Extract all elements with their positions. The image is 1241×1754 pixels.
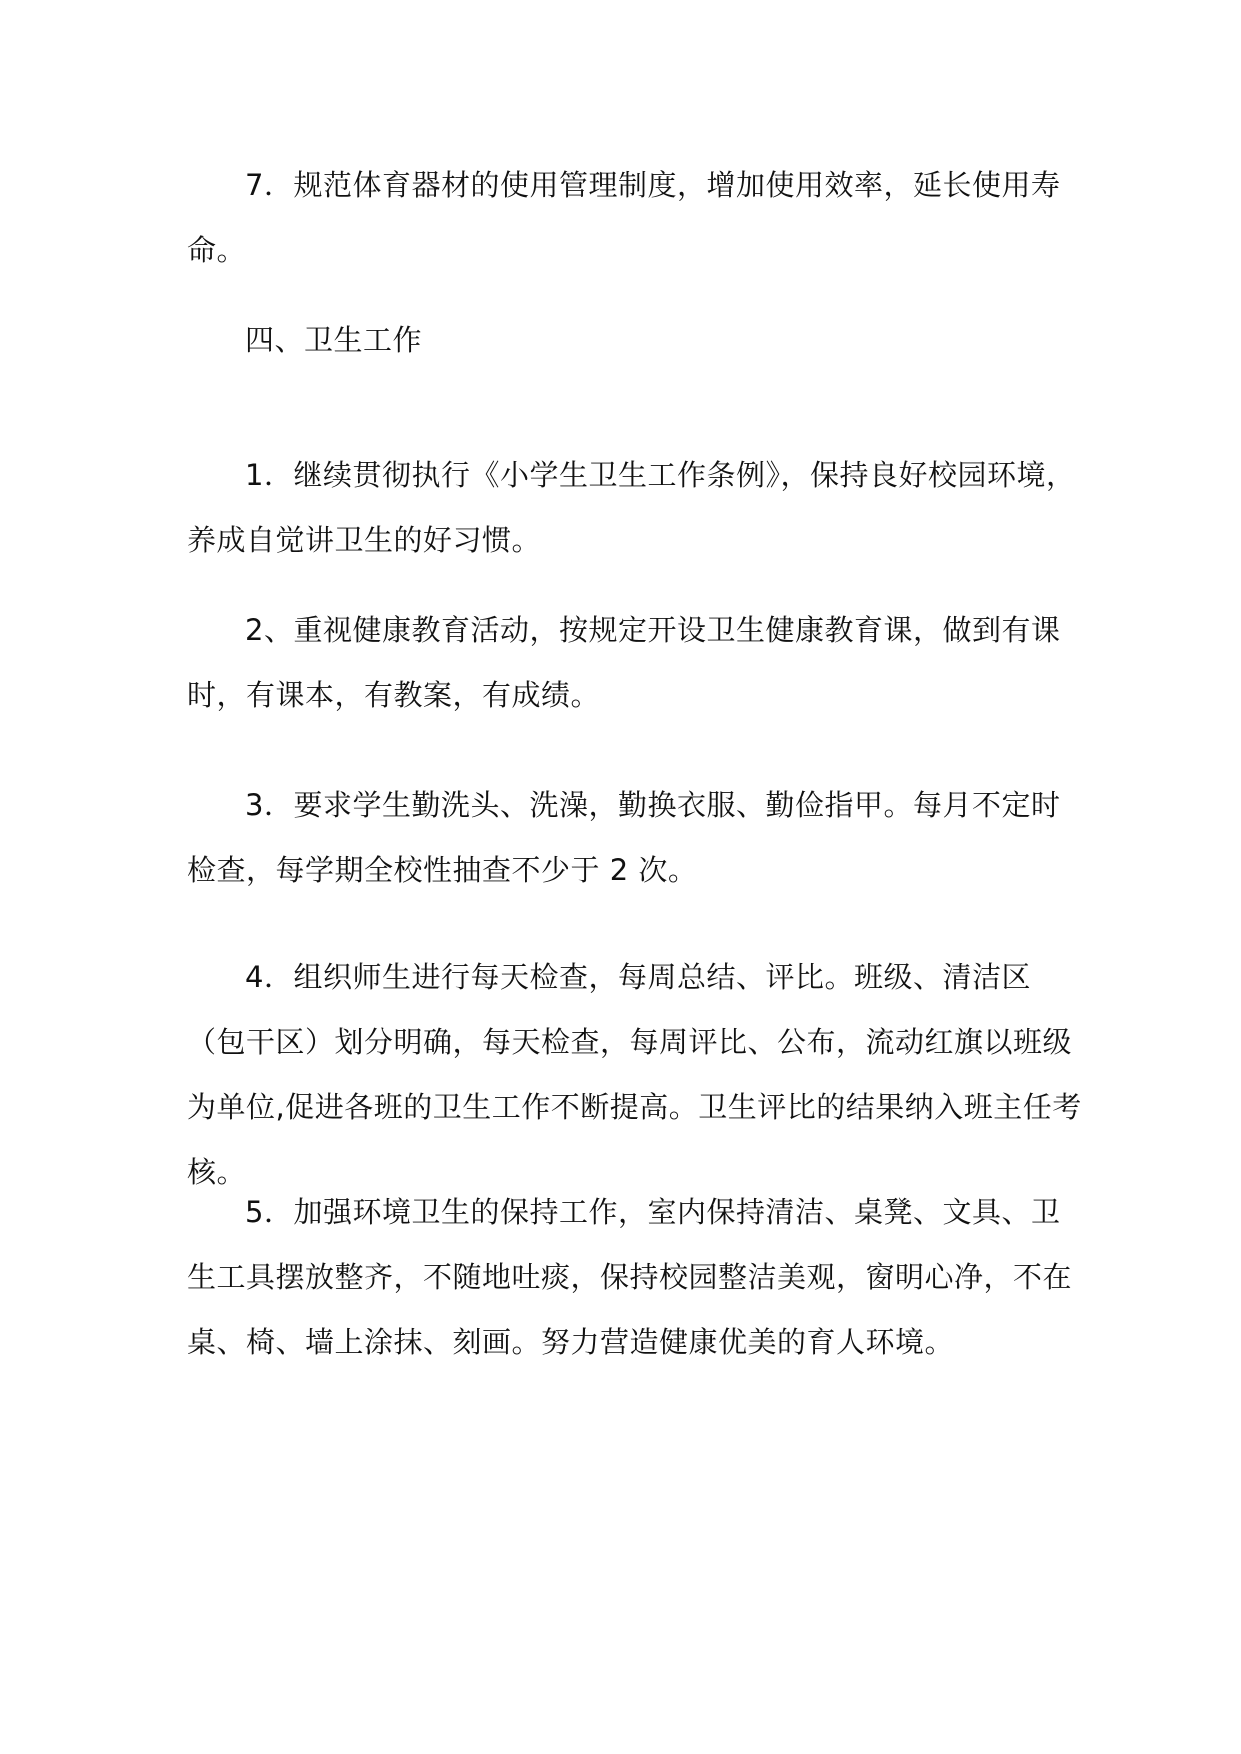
section-heading-hygiene: 四、卫生工作 <box>245 323 423 357</box>
paragraph-item-2: 2、重视健康教育活动，按规定开设卫生健康教育课，做到有课时，有课本，有教案，有成绩。 <box>187 613 1061 712</box>
paragraph-item-7: 7．规范体育器材的使用管理制度，增加使用效率，延长使用寿命。 <box>187 168 1061 267</box>
paragraph-item-1: 1．继续贯彻执行《小学生卫生工作条例》，保持良好校园环境，养成自觉讲卫生的好习惯。 <box>187 458 1076 557</box>
paragraph-item-5: 5．加强环境卫生的保持工作，室内保持清洁、桌凳、文具、卫生工具摆放整齐，不随地吐痰，保持校园整洁美观，窗明心净，不在桌、椅、墙上涂抹、刻画。努力营造健康优美的育人环境。 <box>187 1195 1073 1359</box>
paragraph-item-4: 4．组织师生进行每天检查，每周总结、评比。班级、清洁区（包干区）划分明确，每天检查，每周评比、公布，流动红旗以班级为单位,促进各班的卫生工作不断提高。卫生评比的结果纳入班主任考核。 <box>187 960 1082 1189</box>
paragraph-item-3: 3．要求学生勤洗头、洗澡，勤换衣服、勤俭指甲。每月不定时检查，每学期全校性抽查不少于 2 次。 <box>187 788 1061 887</box>
